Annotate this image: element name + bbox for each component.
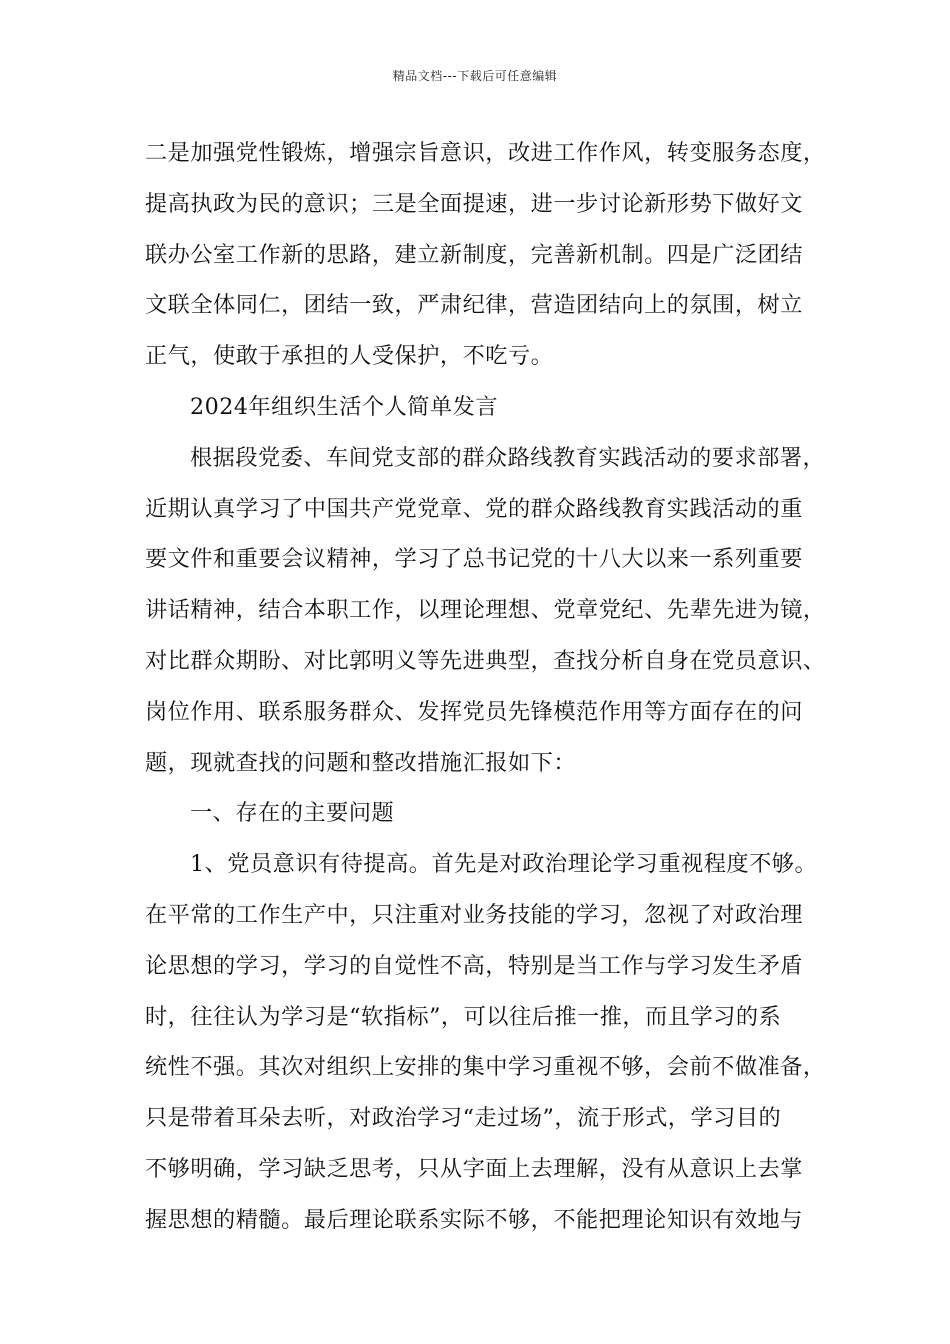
text-line: 近期认真学习了中国共产党党章、党的群众路线教育实践活动的重 bbox=[145, 495, 803, 522]
text-line: 要文件和重要会议精神，学习了总书记党的十八大以来一系列重要 bbox=[145, 546, 803, 573]
text-line: 握思想的精髓。最后理论联系实际不够，不能把理论知识有效地与 bbox=[145, 1206, 803, 1233]
page-header: 精品文档---下载后可任意编辑 bbox=[392, 69, 558, 83]
text-line: 对比群众期盼、对比郭明义等先进典型，查找分析自身在党员意识、 bbox=[145, 647, 826, 674]
text-line: 题，现就查找的问题和整改措施汇报如下： bbox=[145, 749, 577, 776]
text-line: 联办公室工作新的思路，建立新制度，完善新机制。四是广泛团结 bbox=[145, 241, 803, 268]
text-line: 提高执政为民的意识；三是全面提速，进一步讨论新形势下做好文 bbox=[145, 190, 803, 217]
text-line: 论思想的学习，学习的自觉性不高，特别是当工作与学习发生矛盾 bbox=[145, 952, 803, 979]
text-line: 1、党员意识有待提高。首先是对政治理论学习重视程度不够。 bbox=[190, 851, 818, 878]
text-line: 时，往往认为学习是“软指标”，可以往后推一推，而且学习的系 bbox=[145, 1003, 782, 1030]
text-line: 岗位作用、联系服务群众、发挥党员先锋模范作用等方面存在的问 bbox=[145, 698, 803, 725]
text-line: 统性不强。其次对组织上安排的集中学习重视不够，会前不做准备， bbox=[145, 1054, 826, 1081]
text-line: 文联全体同仁，团结一致，严肃纪律，营造团结向上的氛围，树立 bbox=[145, 292, 803, 319]
text-line: 讲话精神，结合本职工作，以理论理想、党章党纪、先辈先进为镜， bbox=[145, 597, 826, 624]
document-body bbox=[145, 128, 827, 1246]
text-line: 只是带着耳朵去听，对政治学习“走过场”，流于形式，学习目的 bbox=[145, 1105, 782, 1132]
text-line: 根据段党委、车间党支部的群众路线教育实践活动的要求部署， bbox=[190, 444, 826, 471]
text-line: 在平常的工作生产中，只注重对业务技能的学习，忽视了对政治理 bbox=[145, 901, 803, 928]
section-heading: 2024年组织生活个人简单发言 bbox=[190, 393, 499, 420]
text-line: 二是加强党性锻炼，增强宗旨意识，改进工作作风，转变服务态度， bbox=[145, 140, 826, 166]
text-line: 不够明确，学习缺乏思考，只从字面上去理解，没有从意识上去掌 bbox=[145, 1155, 803, 1182]
section-heading: 一、存在的主要问题 bbox=[190, 800, 395, 827]
text-line: 正气，使敢于承担的人受保护，不吃亏。 bbox=[145, 343, 554, 370]
